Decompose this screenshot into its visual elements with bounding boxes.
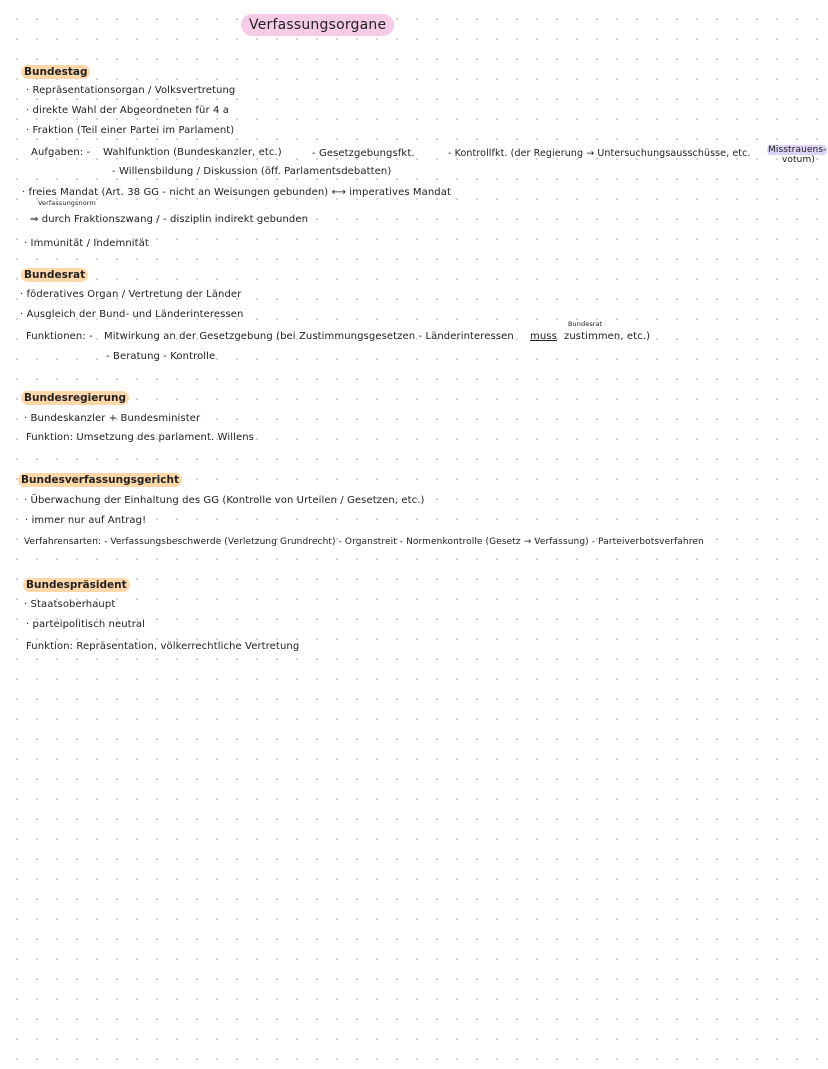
funktion-mitwirkung: Mitwirkung an der Gesetzgebung (bei Zustimmungsgesetzen - Länderinteressen: [104, 331, 514, 342]
bp-line-2: · parteipolitisch neutral: [26, 619, 146, 630]
misstrauensvotum-end: votum): [782, 155, 815, 165]
bundesregierung-line-2: Funktion: Umsetzung des parlament. Willens: [26, 432, 254, 443]
heading-bundestag: Bundestag: [21, 65, 90, 79]
aufgaben-label: Aufgaben: -: [31, 147, 91, 158]
bundestag-line-3: · Fraktion (Teil einer Partei im Parlament): [26, 125, 235, 136]
bundesregierung-line-1: · Bundeskanzler + Bundesminister: [24, 413, 201, 424]
heading-bundesverfassungsgericht: Bundesverfassungsgericht: [18, 473, 182, 487]
aufgabe-gesetzgebung: - Gesetzgebungsfkt.: [312, 148, 415, 159]
bvg-line-3: Verfahrensarten: - Verfassungsbeschwerde (Verletzung Grundrecht) - Organstreit - Normenkontrolle (Gesetz → Verfassung) - Parteiverbotsverfahren: [24, 537, 704, 547]
bundesrat-note: Bundesrat: [568, 320, 603, 328]
bp-line-3: Funktion: Repräsentation, völkerrechtliche Vertretung: [26, 641, 300, 652]
heading-bundespraesident: Bundespräsident: [23, 578, 130, 592]
page-title: Verfassungsorgane: [241, 14, 394, 36]
bvg-line-1: · Überwachung der Einhaltung des GG (Kontrolle von Urteilen / Gesetzen, etc.): [24, 495, 425, 506]
aufgabe-willensbildung: - Willensbildung / Diskussion (öff. Parlamentsdebatten): [112, 166, 392, 177]
aufgabe-wahlfunktion: Wahlfunktion (Bundeskanzler, etc.): [103, 147, 282, 158]
bvg-line-2: · immer nur auf Antrag!: [25, 515, 147, 526]
bundestag-line-immunitaet: · Immunität / Indemnität: [24, 238, 149, 249]
bundestag-line-2: · direkte Wahl der Abgeordneten für 4 a: [26, 105, 229, 116]
heading-bundesregierung: Bundesregierung: [21, 391, 129, 405]
muss-underlined: muss: [530, 331, 557, 342]
bundesrat-line-2: · Ausgleich der Bund- und Länderinteressen: [20, 309, 244, 320]
bundestag-line-1: · Repräsentationsorgan / Volksvertretung: [26, 85, 236, 96]
bundesrat-line-1: · föderatives Organ / Vertretung der Länder: [20, 289, 242, 300]
bundestag-line-fraktionszwang: ⇒ durch Fraktionszwang / - disziplin indirekt gebunden: [30, 214, 309, 225]
funktion-beratung-kontrolle: - Beratung - Kontrolle: [106, 351, 216, 362]
funktionen-label: Funktionen: -: [26, 331, 93, 342]
bp-line-1: · Staatsoberhaupt: [24, 599, 116, 610]
aufgabe-kontrolle: - Kontrollfkt. (der Regierung → Untersuchungsausschüsse, etc.: [448, 148, 751, 159]
misstrauensvotum-highlight: Misstrauens-: [768, 145, 827, 155]
heading-bundesrat: Bundesrat: [21, 268, 88, 282]
bundestag-line-mandat: · freies Mandat (Art. 38 GG - nicht an Weisungen gebunden) ⟷ imperatives Mandat: [22, 187, 452, 198]
verfassungsnorm-note: Verfassungsnorm: [38, 199, 96, 207]
funktion-zustimmen: zustimmen, etc.): [564, 331, 651, 342]
